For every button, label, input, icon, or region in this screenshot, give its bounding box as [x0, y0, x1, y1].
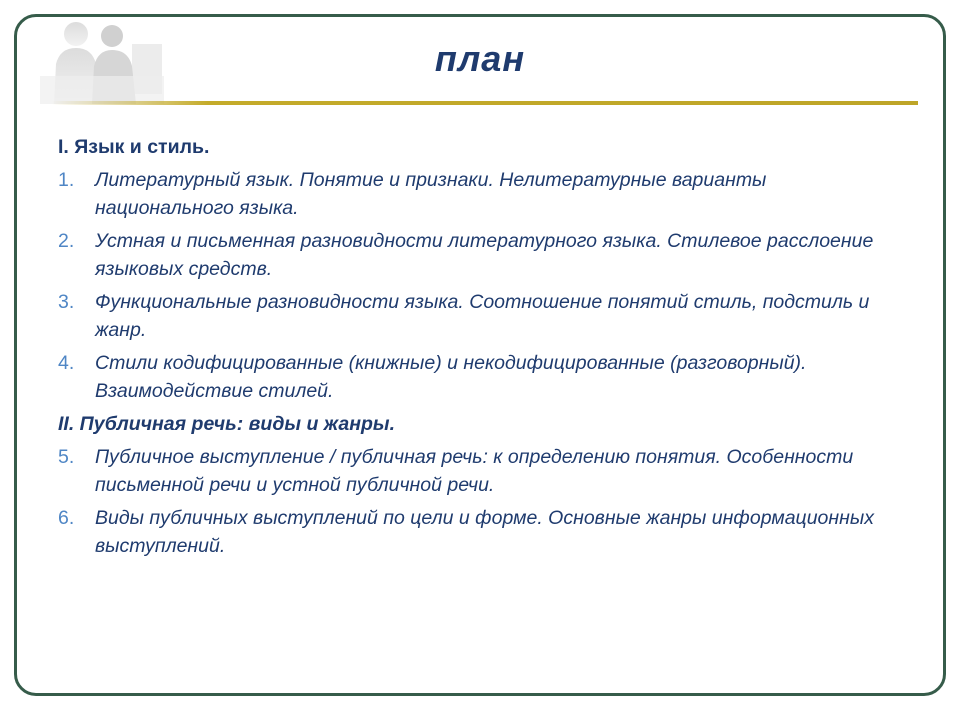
list-item-text: Литературный язык. Понятие и признаки. Нелитературные варианты национального языка. [95, 169, 767, 219]
list-item [58, 166, 878, 222]
list-item-text: Публичное выступление / публичная речь: к определению понятия. Особенности письменной речи и устной публичной речи. [95, 446, 854, 496]
list-item [58, 288, 878, 344]
list-number: 6 . [58, 504, 74, 532]
list-number: 3 . [58, 288, 74, 316]
section-heading-1: I. Язык и стиль. [58, 136, 210, 158]
list-item [58, 504, 878, 560]
title-underline [52, 101, 918, 105]
list-number: 2 . [58, 227, 74, 255]
list-item-text: Устная и письменная разновидности литературного языка. Стилевое расслоение языковых средств. [95, 230, 874, 280]
list-item [58, 349, 878, 405]
list-item [58, 443, 878, 499]
list-item [58, 227, 878, 283]
section-heading-2: II. Публичная речь: виды и жанры. [58, 413, 396, 435]
list-number: 4 . [58, 349, 74, 377]
list-item-text: Виды публичных выступлений по цели и форме. Основные жанры информационных выступлений. [95, 507, 874, 557]
slide-title: план [434, 38, 526, 79]
list-number: 1 . [58, 166, 74, 194]
plan-content [58, 133, 878, 565]
list-item-text: Функциональные разновидности языка. Соотношение понятий стиль, подстиль и жанр. [95, 291, 870, 341]
list-item-text: Стили кодифицированные (книжные) и некодифицированные (разговорный). Взаимодействие стилей. [95, 352, 807, 402]
list-number: 5 . [58, 443, 74, 471]
